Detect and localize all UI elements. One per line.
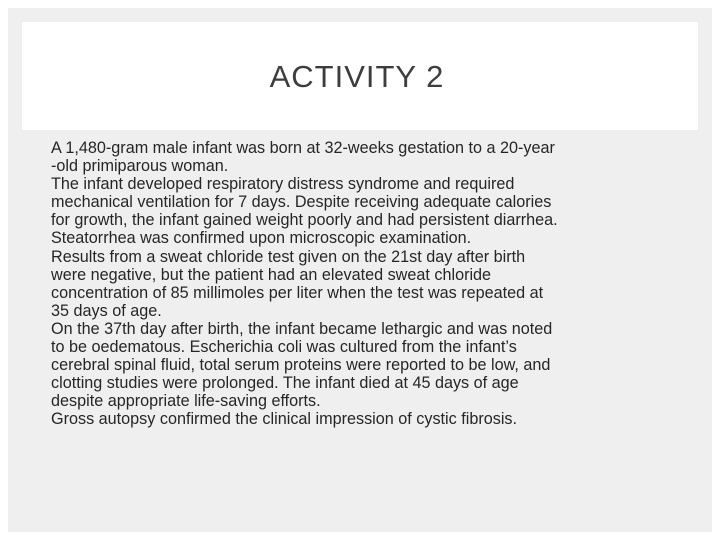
title-box xyxy=(22,22,698,130)
paragraph-sweat-chloride: Results from a sweat chloride test given on the 21st day after birth were negative, but the patient had an elevated sweat chloride concentration of 85 millimoles per liter when the test was repeated at 35 days of age. xyxy=(51,247,544,320)
slide-body xyxy=(51,139,699,429)
paragraph-infant-birth: A 1,480-gram male infant was born at 32-weeks gestation to a 20-year -old primiparous woman. xyxy=(51,139,555,176)
paragraph-day-37: On the 37th day after birth, the infant became lethargic and was noted to be oedematous. Escherichia coli was cultured from the infant’s cerebral spinal fluid, total serum proteins were reported to be low, and clotting studies were prolonged. The infant died at 45 days of age despite appropriate life-saving efforts. xyxy=(51,319,553,411)
paragraph-respiratory-distress: The infant developed respiratory distress syndrome and required mechanical ventilation for 7 days. Despite receiving adequate calories for growth, the infant gained weight poorly and had persistent diarrhea. Steatorrhea was confirmed upon microscopic examination. xyxy=(51,175,558,248)
paragraph-autopsy: Gross autopsy confirmed the clinical impression of cystic fibrosis. xyxy=(51,410,518,429)
slide xyxy=(8,8,712,532)
slide-title: ACTIVITY 2 xyxy=(269,59,445,94)
